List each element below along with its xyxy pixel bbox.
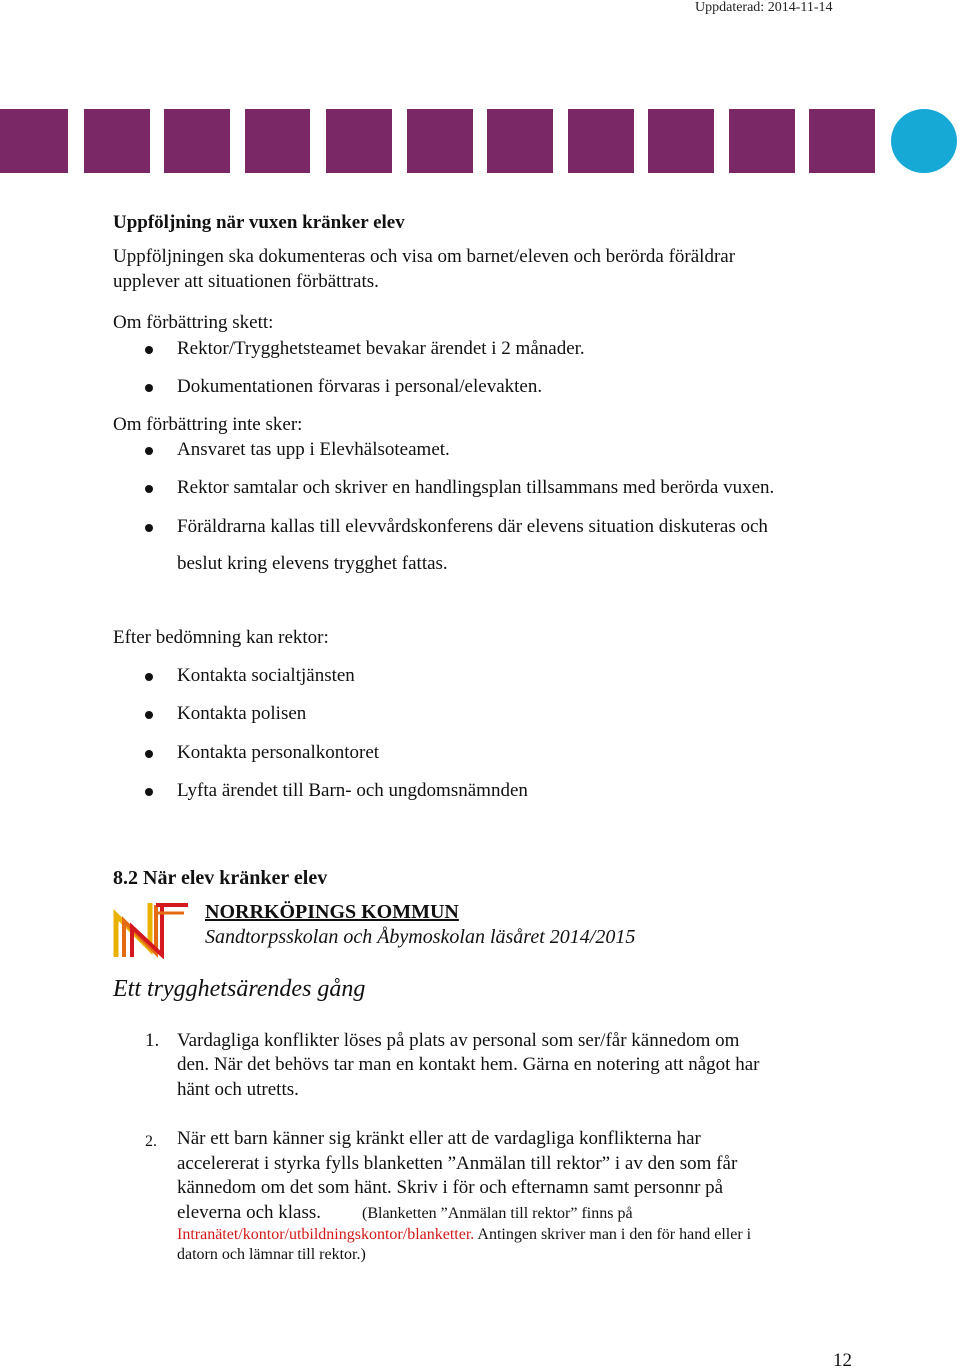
step-note-line [177, 1226, 751, 1244]
step-text: När ett barn känner sig kränkt eller att de vardagliga konflikterna har [177, 1128, 701, 1149]
banner-block [84, 109, 150, 173]
bullet [145, 485, 153, 493]
banner-block [0, 109, 68, 173]
step-text: Vardagliga konflikter löses på plats av personal som ser/får kännedom om [177, 1030, 740, 1051]
bullet [145, 346, 153, 354]
step-text: kännedom om det som hänt. Skriv i för och efternamn samt personnr på [177, 1177, 724, 1198]
improved-label: Om förbättring skett: [113, 312, 274, 333]
banner-block [809, 109, 875, 173]
page-number: 12 [833, 1350, 852, 1371]
step-text: hänt och utretts. [177, 1079, 299, 1100]
step-text: den. När det behövs tar man en kontakt hem. Gärna en notering att något har [177, 1054, 760, 1075]
bullet [145, 447, 153, 455]
banner-block [164, 109, 230, 173]
updated-date: Uppdaterad: 2014-11-14 [695, 0, 833, 15]
not-improved-label: Om förbättring inte sker: [113, 414, 303, 435]
list-item: Kontakta personalkontoret [177, 742, 380, 763]
organization-subtitle: Sandtorpsskolan och Åbymoskolan läsåret 2014/2015 [205, 926, 636, 948]
banner-block [568, 109, 634, 173]
step-text: accelererat i styrka fylls blanketten ”Anmälan till rektor” i av den som får [177, 1153, 738, 1174]
step-note: datorn och lämnar till rektor.) [177, 1246, 366, 1263]
bullet [145, 524, 153, 532]
banner-block [245, 109, 310, 173]
process-heading: Ett trygghetsärendes gång [113, 976, 366, 1002]
bullet [145, 384, 153, 392]
section-heading: 8.2 När elev kränker elev [113, 867, 328, 889]
banner-block [648, 109, 714, 173]
step-text: eleverna och klass. [177, 1202, 322, 1223]
step-note: Antingen skriver man i den för hand eller i [477, 1226, 752, 1243]
list-item: Föräldrarna kallas till elevvårdskonferens där elevens situation diskuteras och [177, 516, 768, 537]
section-title: Uppföljning när vuxen kränker elev [113, 212, 405, 233]
banner-block [729, 109, 795, 173]
intro-text: upplever att situationen förbättrats. [113, 271, 379, 292]
list-item: Lyfta ärendet till Barn- och ungdomsnämnden [177, 780, 528, 801]
list-item: Rektor/Trygghetsteamet bevakar ärendet i 2 månader. [177, 338, 585, 359]
banner-block [487, 109, 553, 173]
list-item: Kontakta socialtjänsten [177, 665, 355, 686]
list-item: Kontakta polisen [177, 703, 307, 724]
step-note: (Blanketten ”Anmälan till rektor” finns på [362, 1205, 633, 1222]
bullet [145, 750, 153, 758]
list-item: Rektor samtalar och skriver en handlingsplan tillsammans med berörda vuxen. [177, 477, 775, 498]
bullet [145, 788, 153, 796]
bullet [145, 673, 153, 681]
list-item: Dokumentationen förvaras i personal/elevakten. [177, 376, 543, 397]
banner-circle [891, 109, 957, 173]
organization-name: NORRKÖPINGS KOMMUN [205, 901, 459, 923]
step-number: 2. [145, 1133, 157, 1150]
list-item-continuation: beslut kring elevens trygghet fattas. [177, 553, 448, 574]
bullet [145, 711, 153, 719]
intranet-link[interactable]: Intranätet/kontor/utbildningskontor/blanketter. [177, 1226, 475, 1243]
step-number: 1. [145, 1030, 160, 1051]
banner-block [326, 109, 392, 173]
intro-text: Uppföljningen ska dokumenteras och visa om barnet/eleven och berörda föräldrar [113, 246, 736, 267]
assessment-label: Efter bedömning kan rektor: [113, 627, 329, 648]
norrkoping-logo [112, 897, 190, 959]
list-item: Ansvaret tas upp i Elevhälsoteamet. [177, 439, 450, 460]
banner-block [407, 109, 473, 173]
